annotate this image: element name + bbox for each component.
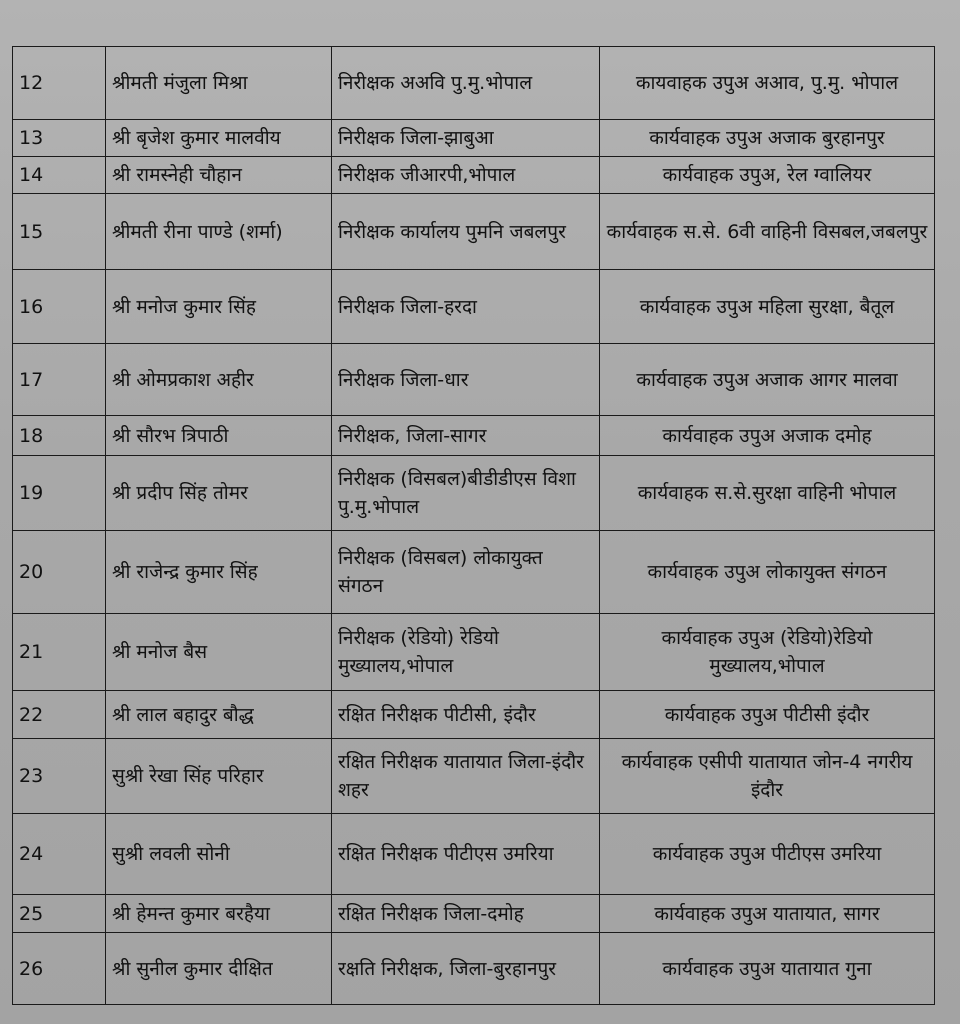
officer-name: श्री सौरभ त्रिपाठी [106,416,332,456]
table-row [13,416,935,456]
current-posting: निरीक्षक जिला-हरदा [332,270,600,344]
current-posting: निरीक्षक, जिला-सागर [332,416,600,456]
current-posting: रक्षति निरीक्षक, जिला-बुरहानपुर [332,933,600,1005]
serial-number: 15 [13,194,106,270]
table-row [13,531,935,614]
new-posting: कार्यवाहक उपुअ महिला सुरक्षा, बैतूल [600,270,935,344]
officer-name: सुश्री रेखा सिंह परिहार [106,739,332,814]
current-posting: निरीक्षक जिला-धार [332,344,600,416]
officer-name: श्री प्रदीप सिंह तोमर [106,456,332,531]
current-posting: निरीक्षक (विसबल)बीडीडीएस विशा पु.मु.भोपाल [332,456,600,531]
new-posting: कार्यवाहक उपुअ अजाक आगर मालवा [600,344,935,416]
new-posting: कार्यवाहक उपुअ लोकायुक्त संगठन [600,531,935,614]
serial-number: 19 [13,456,106,531]
serial-number: 13 [13,120,106,157]
officer-name: श्री हेमन्त कुमार बरहैया [106,895,332,933]
serial-number: 12 [13,47,106,120]
current-posting: निरीक्षक जीआरपी,भोपाल [332,157,600,194]
serial-number: 17 [13,344,106,416]
serial-number: 22 [13,691,106,739]
serial-number: 14 [13,157,106,194]
current-posting: रक्षित निरीक्षक पीटीएस उमरिया [332,814,600,895]
officer-name: श्री लाल बहादुर बौद्ध [106,691,332,739]
table-row [13,614,935,691]
current-posting: निरीक्षक जिला-झाबुआ [332,120,600,157]
current-posting: रक्षित निरीक्षक जिला-दमोह [332,895,600,933]
current-posting: रक्षित निरीक्षक यातायात जिला-इंदौर शहर [332,739,600,814]
transfer-table [12,46,935,1005]
table-row [13,157,935,194]
officer-name: श्री मनोज कुमार सिंह [106,270,332,344]
current-posting: रक्षित निरीक्षक पीटीसी, इंदौर [332,691,600,739]
new-posting: कार्यवाहक उपुअ अजाक दमोह [600,416,935,456]
table-row [13,344,935,416]
officer-name: श्री बृजेश कुमार मालवीय [106,120,332,157]
officer-name: श्री रामस्नेही चौहान [106,157,332,194]
current-posting: निरीक्षक (विसबल) लोकायुक्त संगठन [332,531,600,614]
serial-number: 20 [13,531,106,614]
table-row [13,120,935,157]
officer-name: श्री राजेन्द्र कुमार सिंह [106,531,332,614]
serial-number: 23 [13,739,106,814]
officer-name: श्रीमती मंजुला मिश्रा [106,47,332,120]
table-row [13,814,935,895]
serial-number: 16 [13,270,106,344]
officer-name: श्री सुनील कुमार दीक्षित [106,933,332,1005]
new-posting: कार्यवाहक उपुअ, रेल ग्वालियर [600,157,935,194]
current-posting: निरीक्षक कार्यालय पुमनि जबलपुर [332,194,600,270]
officer-name: श्री ओमप्रकाश अहीर [106,344,332,416]
new-posting: कार्यवाहक उपुअ यातायात गुना [600,933,935,1005]
table-row [13,47,935,120]
current-posting: निरीक्षक अअवि पु.मु.भोपाल [332,47,600,120]
serial-number: 21 [13,614,106,691]
new-posting: कार्यवाहक एसीपी यातायात जोन-4 नगरीय इंदौर [600,739,935,814]
table-row [13,739,935,814]
officer-name: सुश्री लवली सोनी [106,814,332,895]
officer-name: श्री मनोज बैस [106,614,332,691]
table-row [13,933,935,1005]
table-row [13,895,935,933]
table-row [13,270,935,344]
serial-number: 25 [13,895,106,933]
new-posting: कार्यवाहक उपुअ पीटीसी इंदौर [600,691,935,739]
new-posting: कायवाहक उपुअ अआव, पु.मु. भोपाल [600,47,935,120]
new-posting: कार्यवाहक उपुअ (रेडियो)रेडियो मुख्यालय,भोपाल [600,614,935,691]
new-posting: कार्यवाहक स.से. 6वी वाहिनी विसबल,जबलपुर [600,194,935,270]
new-posting: कार्यवाहक उपुअ अजाक बुरहानपुर [600,120,935,157]
table-row [13,194,935,270]
table-row [13,691,935,739]
serial-number: 18 [13,416,106,456]
serial-number: 24 [13,814,106,895]
serial-number: 26 [13,933,106,1005]
new-posting: कार्यवाहक उपुअ पीटीएस उमरिया [600,814,935,895]
new-posting: कार्यवाहक स.से.सुरक्षा वाहिनी भोपाल [600,456,935,531]
new-posting: कार्यवाहक उपुअ यातायात, सागर [600,895,935,933]
officer-name: श्रीमती रीना पाण्डे (शर्मा) [106,194,332,270]
current-posting: निरीक्षक (रेडियो) रेडियो मुख्यालय,भोपाल [332,614,600,691]
table-row [13,456,935,531]
